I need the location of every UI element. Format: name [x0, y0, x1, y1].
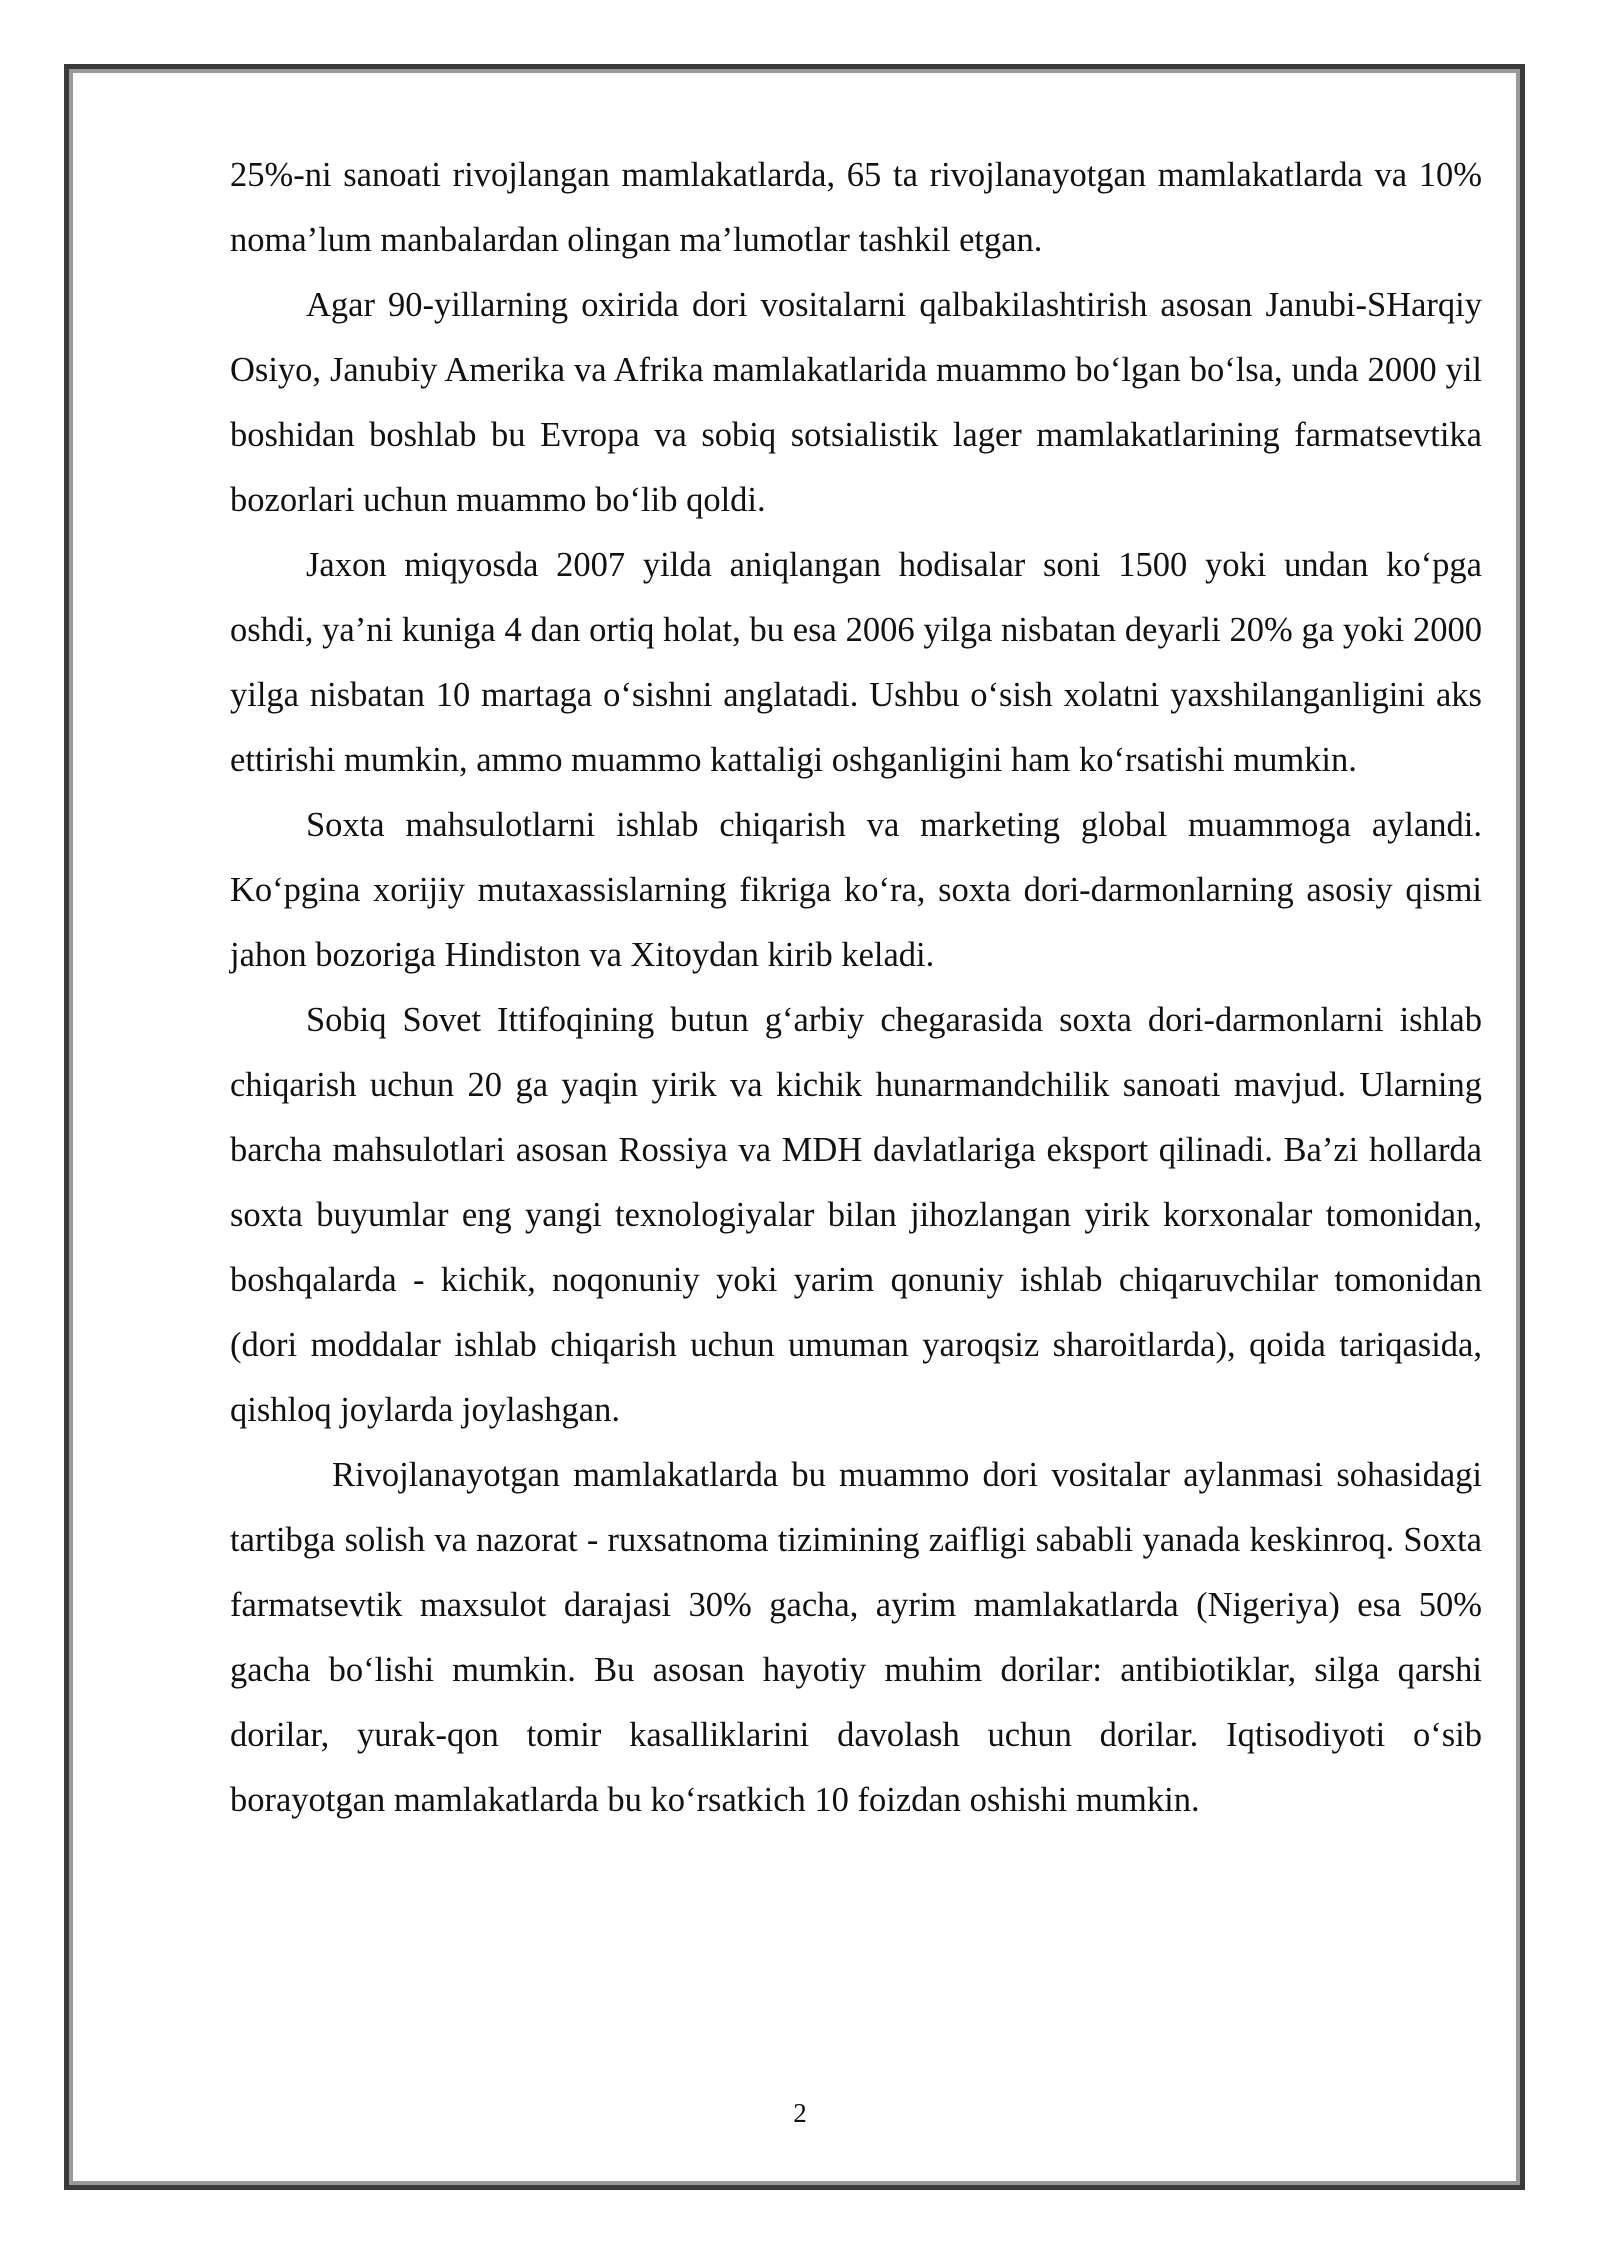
paragraph-counterfeiting-regions: Agar 90-yillarning oxirida dori vositalarni qalbakilashtirish asosan Janubi-SHarqiy Osiyo, Janubiy Amerika va Afrika mamlakatlarida muammo bo‘lgan bo‘lsa, unda 2000 yil boshidan boshlab bu Evropa va sobiq sotsialistik lager mamlakatlarining farmatsevtika bozorlari uchun muammo bo‘lib qoldi.: [230, 286, 1482, 519]
page-body: [230, 143, 1482, 1833]
paragraph-global-incidents: Jaxon miqyosda 2007 yilda aniqlangan hodisalar soni 1500 yoki undan ko‘pga oshdi, ya’ni kuniga 4 dan ortiq holat, bu esa 2006 yilga nisbatan deyarli 20% ga yoki 2000 yilga nisbatan 10 martaga o‘sishni anglatadi. Ushbu o‘sish xolatni yaxshilanganligini aks ettirishi mumkin, ammo muammo kattaligi oshganligini ham ko‘rsatishi mumkin.: [230, 546, 1482, 779]
paragraph-global-problem: Soxta mahsulotlarni ishlab chiqarish va marketing global muammoga aylandi. Ko‘pgina xorijiy mutaxassislarning fikriga ko‘ra, soxta dori-darmonlarning asosiy qismi jahon bozoriga Hindiston va Xitoydan kirib keladi.: [230, 806, 1482, 974]
paragraph-former-soviet-union: Sobiq Sovet Ittifoqining butun g‘arbiy chegarasida soxta dori-darmonlarni ishlab chiqarish uchun 20 ga yaqin yirik va kichik hunarmandchilik sanoati mavjud. Ularning barcha mahsulotlari asosan Rossiya va MDH davlatlariga eksport qilinadi. Ba’zi hollarda soxta buyumlar eng yangi texnologiyalar bilan jihozlangan yirik korxonalar tomonidan, boshqalarda - kichik, noqonuniy yoki yarim qonuniy ishlab chiqaruvchilar tomonidan (dori moddalar ishlab chiqarish uchun umuman yaroqsiz sharoitlarda), qoida tariqasida, qishloq joylarda joylashgan.: [230, 1001, 1482, 1429]
paragraph-developing-countries: Rivojlanayotgan mamlakatlarda bu muammo dori vositalar aylanmasi sohasidagi tartibga solish va nazorat - ruxsatnoma tizimining zaifligi sababli yanada keskinroq. Soxta farmatsevtik maxsulot darajasi 30% gacha, ayrim mamlakatlarda (Nigeriya) esa 50% gacha bo‘lishi mumkin. Bu asosan hayotiy muhim dorilar: antibiotiklar, silga qarshi dorilar, yurak-qon tomir kasalliklarini davolash uchun dorilar. Iqtisodiyoti o‘sib borayotgan mamlakatlarda bu ko‘rsatkich 10 foizdan oshishi mumkin.: [230, 1456, 1482, 1819]
paragraph-continuation: 25%-ni sanoati rivojlangan mamlakatlarda, 65 ta rivojlanayotgan mamlakatlarda va 10% noma’lum manbalardan olingan ma’lumotlar tashkil etgan.: [230, 156, 1482, 259]
page-number: 2: [793, 2098, 807, 2128]
